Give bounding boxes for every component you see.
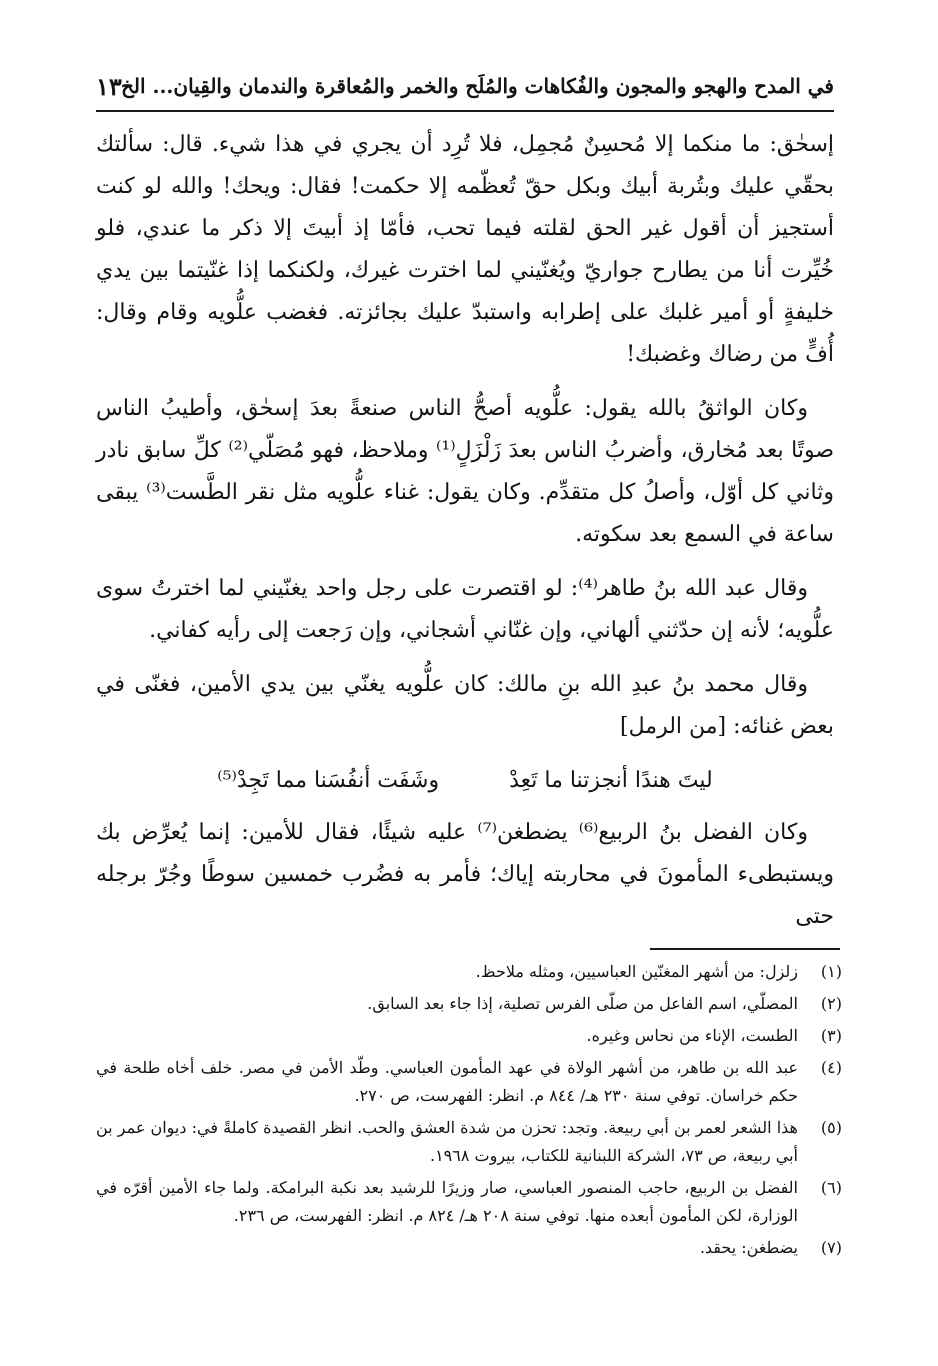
- footnote-number: (٦): [820, 1178, 842, 1197]
- footnote-number: (٣): [820, 1026, 842, 1045]
- footnote-text: الفضل بن الربيع، حاجب المنصور العباسي، صار وزيرًا للرشيد بعد نكبة البرامكة. ولما جاء الأمين أقرّه في الوزارة، لكن المأمون أبعده منها. توفي سنة ٢٠٨ هـ/ ٨٢٤ م. انظر: الفهرست، ص ٢٣٦.: [96, 1178, 798, 1225]
- footnotes: [96, 958, 842, 1266]
- paragraph-4: وقال محمد بنُ عبدِ الله بنِ مالك: كان علُّويه يغنّي بين يدي الأمين، فغنّى في بعض غنائه: [من الرمل]: [96, 672, 834, 739]
- footnote-text: زلزل: من أشهر المغنّين العباسيين، ومثله ملاحظ.: [475, 962, 798, 981]
- running-title: في المدح والهجو والمجون والفُكاهات والمُلَح والخمر والمُعاقرة والندمان والقِيان... الخ: [120, 74, 834, 98]
- footnote-text: هذا الشعر لعمر بن أبي ربيعة. وتجد: تحزن من شدة العشق والحب. انظر القصيدة كاملةً في: ديوان عمر بن أبي ربيعة، ص ٧٣، الشركة اللبنانية للكتاب، بيروت ١٩٦٨.: [96, 1118, 798, 1165]
- verse-first-hemistich: ليتَ هندًا أنجزتنا ما تَعِدْ: [509, 768, 713, 793]
- footnote-number: (٥): [820, 1118, 842, 1137]
- footnote-4: [96, 1054, 842, 1110]
- footnote-3: [96, 1022, 842, 1050]
- paragraph-2: وكان الواثقُ بالله يقول: علُّويه أصحُّ الناس صنعةً بعدَ إسحٰق، وأطيبُ الناس صوتًا بعد مُخارق، وأضربُ الناس بعدَ زَلْزَلٍ⁽¹⁾ وملاحظ، فهو مُصَلّي⁽²⁾ كلِّ سابق نادر وثاني كل أوّل، وأصلُ كل متقدِّم. وكان يقول: غناء علُّويه مثل نقر الطَّست⁽³⁾ يبقى ساعة في السمع بعد سكوته.: [96, 396, 835, 547]
- footnote-number: (٤): [820, 1058, 842, 1077]
- footnote-text: المصلّي، اسم الفاعل من صلّى الفرس تصلية، إذا جاء بعد السابق.: [367, 994, 798, 1013]
- footnote-6: [96, 1174, 842, 1230]
- footnote-text: الطست، الإناء من نحاس وغيره.: [586, 1026, 798, 1045]
- verse-second-hemistich: وشَفَت أنفُسَنا مما تَجِدْ⁽⁵⁾: [217, 768, 440, 793]
- main-text: [96, 124, 834, 950]
- poetry-verse: [96, 760, 834, 802]
- running-header: [96, 70, 834, 112]
- footnote-7: [96, 1234, 842, 1262]
- footnote-1: [96, 958, 842, 986]
- footnote-number: (٢): [820, 994, 842, 1013]
- footnote-text: يضطغن: يحقد.: [699, 1238, 798, 1257]
- footnote-text: عبد الله بن طاهر، من أشهر الولاة في عهد المأمون العباسي. وطّد الأمن في مصر. خلف أخاه طلحة في حكم خراسان. توفي سنة ٢٣٠ هـ/ ٨٤٤ م. انظر: الفهرست، ص ٢٧٠.: [96, 1058, 798, 1105]
- footnote-5: [96, 1114, 842, 1170]
- paragraph-3: وقال عبد الله بنُ طاهر⁽⁴⁾: لو اقتصرت على رجل واحد يغنّيني لما اخترتُ سوى علُّويه؛ لأنه إن حدّثني ألهاني، وإن غنّاني أشجاني، وإن رَجعت إلى رأيه كفاني.: [96, 576, 834, 643]
- footnote-number: (١): [820, 962, 842, 981]
- paragraph-1: إسحٰق: ما منكما إلا مُحسِنٌ مُجمِل، فلا تُرِد أن يجري في هذا شيء. قال: سألتك بحقّي عليك وبتُربة أبيك وبكل حقّ تُعظّمه إلا حكمت! فقال: ويحك! والله لو كنت أستجيز أن أقول غير الحق لقلته فيما تحب، فأمّا إذ أبيتَ إلا ذكر ما عندي، فلو خُيِّرت أنا من يطارح جواريّ ويُغنّيني لما اخترت غيرك، ولكنكما إذا غنّيتما بين يدي خليفةٍ أو أمير غلبك على إطرابه واستبدّ عليك بجائزته. فغضب علُّويه وقام وقال: أُفٍّ من رضاك وغضبك!: [96, 132, 834, 367]
- page-number: ١٣: [96, 72, 122, 101]
- footnote-number: (٧): [820, 1238, 842, 1257]
- paragraph-5: وكان الفضل بنُ الربيع⁽⁶⁾ يضطغن⁽⁷⁾ عليه شيئًا، فقال للأمين: إنما يُعرِّض بك ويستبطىء المأمونَ في محاربته إياك؛ فأمر به فضُرب خمسين سوطًا وجُرّ برجله حتى: [96, 820, 834, 929]
- footnote-divider: [650, 948, 840, 950]
- footnote-2: [96, 990, 842, 1018]
